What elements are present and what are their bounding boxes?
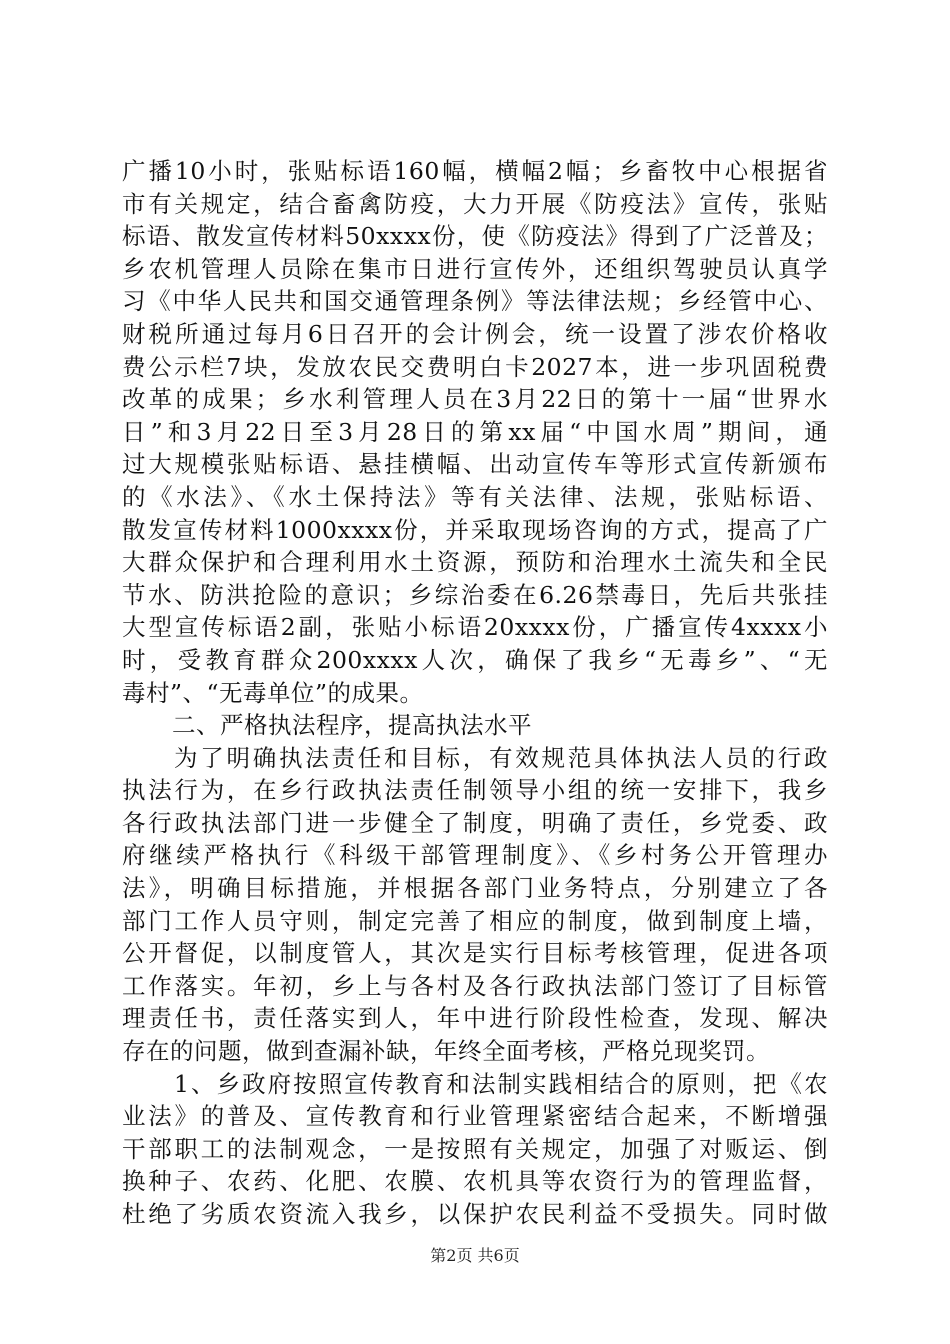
text-line: 毒村”、“无毒单位”的成果。 [122, 678, 424, 707]
text-line: 散发宣传材料1000xxxx份，并采取现场咨询的方式，提高了广 [122, 515, 828, 544]
text-line: 的《水法》、《水土保持法》等有关法律、法规，张贴标语、 [122, 482, 828, 511]
text-line: 标语、散发宣传材料50xxxx份，使《防疫法》得到了广泛普及； [122, 222, 828, 251]
text-line: 广播10小时，张贴标语160幅，横幅2幅；乡畜牧中心根据省 [122, 157, 828, 185]
text-line: 换种子、农药、化肥、农膜、农机具等农资行为的管理监督， [122, 1167, 828, 1196]
page-indicator: 第2页 共6页 [430, 1246, 520, 1265]
text-line: 各行政执法部门进一步健全了制度，明确了责任，乡党委、政 [122, 808, 828, 837]
text-line: 公开督促，以制度管人，其次是实行目标考核管理，促进各项 [122, 939, 828, 968]
section-heading: 二、严格执法程序，提高执法水平 [172, 711, 532, 740]
text-line: 府继续严格执行《科级干部管理制度》、《乡村务公开管理办 [122, 841, 828, 870]
text-line: 大型宣传标语2副，张贴小标语20xxxx份，广播宣传4xxxx小 [122, 613, 828, 642]
text-line: 习《中华人民共和国交通管理条例》等法律法规；乡经管中心、 [122, 287, 828, 316]
text-line: 工作落实。年初，乡上与各村及各行政执法部门签订了目标管 [122, 971, 828, 1000]
text-line: 市有关规定，结合畜禽防疫，大力开展《防疫法》宣传，张贴 [122, 189, 828, 218]
text-line: 1、乡政府按照宣传教育和法制实践相结合的原则，把《农 [174, 1069, 828, 1098]
text-line: 节水、防洪抢险的意识；乡综治委在6.26禁毒日，先后共张挂 [122, 580, 828, 609]
document-body [122, 155, 828, 1231]
text-line: 过大规模张贴标语、悬挂横幅、出动宣传车等形式宣传新颁布 [122, 450, 828, 479]
text-line: 大群众保护和合理利用水土资源，预防和治理水土流失和全民 [122, 548, 828, 577]
text-line: 财税所通过每月6日召开的会计例会，统一设置了涉农价格收 [122, 319, 828, 348]
text-line: 杜绝了劣质农资流入我乡，以保护农民利益不受损失。同时做 [122, 1200, 828, 1228]
text-line: 为了明确执法责任和目标，有效规范具体执法人员的行政 [174, 743, 828, 772]
text-line: 执法行为，在乡行政执法责任制领导小组的统一安排下，我乡 [122, 776, 828, 805]
text-line: 乡农机管理人员除在集市日进行宣传外，还组织驾驶员认真学 [122, 254, 828, 283]
text-line: 改革的成果；乡水利管理人员在3月22日的第十一届“世界水 [122, 385, 828, 414]
text-line: 日”和3月22日至3月28日的第xx届“中国水周”期间，通 [122, 417, 828, 446]
text-line: 时，受教育群众200xxxx人次，确保了我乡“无毒乡”、“无 [122, 645, 828, 674]
text-line: 业法》的普及、宣传教育和行业管理紧密结合起来，不断增强 [122, 1102, 828, 1131]
text-line: 干部职工的法制观念，一是按照有关规定，加强了对贩运、倒 [122, 1134, 828, 1163]
text-line: 部门工作人员守则，制定完善了相应的制度，做到制度上墙， [122, 906, 828, 935]
page-footer [0, 1243, 950, 1266]
text-line: 存在的问题，做到查漏补缺，年终全面考核，严格兑现奖罚。 [122, 1037, 770, 1066]
text-line: 理责任书，责任落实到人，年中进行阶段性检查，发现、解决 [122, 1004, 828, 1033]
text-line: 法》，明确目标措施，并根据各部门业务特点，分别建立了各 [122, 874, 828, 903]
text-line: 费公示栏7块，发放农民交费明白卡2027本，进一步巩固税费 [122, 352, 828, 381]
